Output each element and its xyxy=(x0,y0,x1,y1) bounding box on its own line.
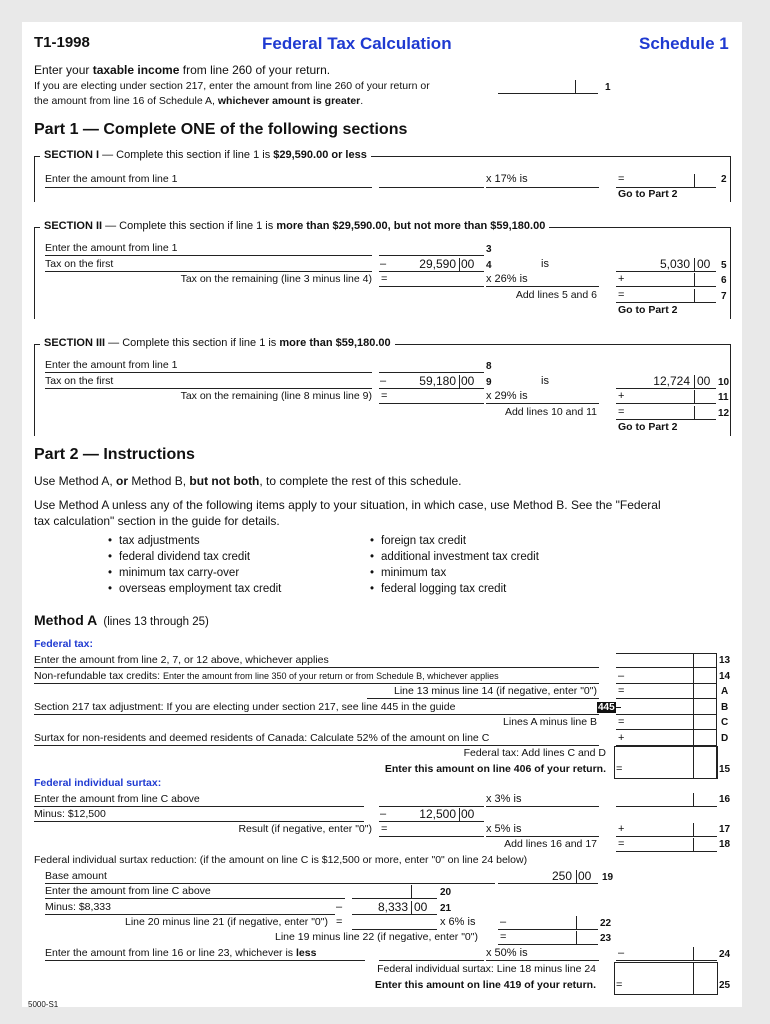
s3-go-part2: Go to Part 2 xyxy=(618,421,678,433)
line14-field[interactable] xyxy=(616,683,717,684)
bullet-item: • federal dividend tax credit xyxy=(108,551,250,564)
schedule-label: Schedule 1 xyxy=(639,34,729,53)
line15-instruction: Enter this amount on line 406 of your return. xyxy=(384,763,606,775)
methodA-heading: Method A (lines 13 through 25) xyxy=(34,612,209,628)
bullet-item: • minimum tax carry-over xyxy=(108,567,239,580)
section3-legend: SECTION III — Complete this section if line 1 is more than $59,180.00 xyxy=(40,337,395,350)
s1-enter-label: Enter the amount from line 1 xyxy=(45,173,178,185)
line-number-2: 2 xyxy=(721,174,727,185)
line15-box[interactable] xyxy=(614,746,718,779)
s2-total-field[interactable] xyxy=(616,302,716,303)
s2-taxfirst-label: Tax on the first xyxy=(45,258,114,270)
bullet-item: • minimum tax xyxy=(370,567,446,580)
part2-para2b: tax calculation" section in the guide for details. xyxy=(34,514,280,528)
part2-para1: Use Method A, or Method B, but not both, to complete the rest of this schedule. xyxy=(34,474,462,488)
line24-base-field[interactable] xyxy=(379,960,484,961)
bullet-item: • foreign tax credit xyxy=(370,535,466,548)
surtax-result-field[interactable] xyxy=(379,836,484,837)
line24-label: Enter the amount from line 16 or line 23, whichever is less xyxy=(45,947,317,959)
reduction-threshold: 8,333 xyxy=(377,900,408,914)
s2-enter-label: Enter the amount from line 1 xyxy=(45,242,178,254)
line13-field[interactable] xyxy=(616,667,717,668)
line445-highlight: 445– xyxy=(598,702,622,713)
base-amount-label: Base amount xyxy=(45,870,107,882)
lineD-label: Surtax for non-residents and deemed residents of Canada: Calculate 52% of the amount on line C xyxy=(34,732,490,744)
lineC-field[interactable] xyxy=(616,729,717,730)
surtax-result-label: Result (if negative, enter "0") xyxy=(238,823,372,835)
line25-label: Federal individual surtax: Line 18 minus line 24 xyxy=(377,963,596,975)
s2-base-tax: 5,030 xyxy=(659,257,690,271)
line20-label: Enter the amount from line C above xyxy=(45,885,211,897)
line20-field[interactable] xyxy=(352,898,437,899)
reduction-heading: Federal individual surtax reduction: (if the amount on line C is $12,500 or more, enter "0" on line 24 below) xyxy=(34,854,528,866)
form-page: T1-1998 Federal Tax Calculation Schedule 1 Enter your taxable income from line 260 of your return. If you are electing under section 217, enter the amount from line 260 of your return or the amount from line 16 of Schedule A, whichever amount is greater. 1 Part 1 — Complete ONE of the following sections SECTION I — Complete this section if line 1 is $29,590.00 or less Enter the amount from line 1 x 17% is = 2 Go to Part 2 SECTION II — Complete this section if line 1 is more than $29,590.00, but not more than $59,180.00 Enter the amount from line 1 3 Tax on the first – 29,590 00 4 is 5,030 00 5 Tax on the remaining (line 3 minus line 4) = x 26% is + 6 Add lines 5 and 6 = 7 Go to Part 2 SECTION III — Complete this section if line 1 is more than $59,180.00 Enter the amount from line 1 8 Tax on the first – 59,180 00 9 is 12,724 00 10 Tax on the remaining (line 8 minus line 9) = x 29% is + 11 Add lines 10 and 11 = 12 Go to Part 2 Part 2 — Instructions Use Method A, or Method B, but not both, to complete the rest of this schedule. Use Method A unless any of the following items apply to your situation, in which case, use Method B. See the "Federal tax calculation" section in the guide for details. • tax adjustments • federal dividend tax credit • minimum tax carry-over • overseas employment tax credit • foreign tax credit • additional investment tax credit • minimum tax • federal logging tax credit Method A (lines 13 through 25) Federal tax: Enter the amount from line 2, 7, or 12 above, whichever applies 13 Non-refundable tax credits: Enter the amount from line 350 of your return or from Schedule B, whichever applies – 14 Line 13 minus line 14 (if negative, enter "0") = A Section 217 tax adjustment: If you are electing under section 217, see line 445 in the guide 445– B Lines A minus line B = C Surtax for non-residents and deemed residents of Canada: Calculate 52% of the amount on line C + D Federal tax: Add lines C and D Enter this amount on line 406 of your return. = 15 Federal individual surtax: Enter the amount from line C above x 3% is 16 Minus: $12,500 – 12,500 00 Result (if negative, enter "0") = x 5% is + 17 Add lines 16 and 17 = 18 Federal individual surtax reduction: (if the amount on line C is $12,500 or more, enter "0" on line 24 below) Base amount 250 00 19 Enter the amount from line C above 20 Minus: $8,333 – 8,333 00 21 Line 20 minus line 21 (if negative, enter "0") = x 6% is – 22 Line 19 minus line 22 (if negative, enter "0") = 23 Enter the amount from line 16 or line 23, whichever is less x 50% is – 24 Federal individual surtax: Line 18 minus line 24 Enter this amount on line 419 of your return. = 25 5000-S1 xyxy=(22,22,742,1007)
line24-field[interactable] xyxy=(616,960,717,961)
intro-line3: the amount from line 16 of Schedule A, whichever amount is greater. xyxy=(34,95,364,107)
s2-line3-field[interactable] xyxy=(379,255,484,256)
line25-instruction: Enter this amount on line 419 of your return. xyxy=(374,979,596,991)
lineB-label: Section 217 tax adjustment: If you are electing under section 217, see line 445 in the guide xyxy=(34,701,456,713)
line25-box[interactable] xyxy=(614,962,718,995)
fedtax-subheading: Federal tax: xyxy=(34,638,93,650)
line-number-1: 1 xyxy=(605,82,611,93)
s3-total-field[interactable] xyxy=(616,419,716,420)
s3-remaining-label: Tax on the remaining (line 8 minus line 9) xyxy=(180,390,372,402)
line15-label: Federal tax: Add lines C and D xyxy=(463,747,606,759)
bullet-item: • federal logging tax credit xyxy=(370,583,506,596)
part2-title: Part 2 — Instructions xyxy=(34,446,195,463)
line13-label: Enter the amount from line 2, 7, or 12 above, whichever applies xyxy=(34,654,329,666)
line22-label: Line 20 minus line 21 (if negative, enter "0") xyxy=(125,916,328,928)
line22-base-field[interactable] xyxy=(352,929,437,930)
s2-remaining-label: Tax on the remaining (line 3 minus line 4) xyxy=(180,273,372,285)
s3-taxfirst-label: Tax on the first xyxy=(45,375,114,387)
form-id: T1-1998 xyxy=(34,34,90,51)
intro-line1: Enter your taxable income from line 260 of your return. xyxy=(34,63,331,77)
base-amount-value: 250 xyxy=(551,869,572,883)
s1-eq: = xyxy=(618,173,625,185)
s1-rate: x 17% is xyxy=(486,173,528,185)
intro-line2: If you are electing under section 217, enter the amount from line 260 of your return or xyxy=(34,80,430,92)
line22-field[interactable] xyxy=(498,929,598,930)
lineB-field[interactable] xyxy=(616,714,717,715)
surtax-threshold: 12,500 xyxy=(419,807,456,821)
line1-field[interactable] xyxy=(498,93,598,94)
line16-label: Enter the amount from line C above xyxy=(34,793,200,805)
section2-legend: SECTION II — Complete this section if line 1 is more than $29,590.00, but not more than $59,180.00 xyxy=(40,220,549,233)
part2-para2a: Use Method A unless any of the following items apply to your situation, in which case, use Method B. See the "Federal xyxy=(34,498,661,512)
s3-threshold: 59,180 xyxy=(419,374,456,388)
lineA-label: Line 13 minus line 14 (if negative, enter "0") xyxy=(394,685,597,697)
line23-label: Line 19 minus line 22 (if negative, enter "0") xyxy=(275,931,478,943)
s2-add-label: Add lines 5 and 6 xyxy=(515,289,597,301)
s3-base-tax: 12,724 xyxy=(653,374,690,388)
lineC-label: Lines A minus line B xyxy=(503,716,597,728)
line18-field[interactable] xyxy=(616,851,717,852)
line16-field[interactable] xyxy=(616,806,717,807)
bullet-item: • overseas employment tax credit xyxy=(108,583,281,596)
s2-threshold: 29,590 xyxy=(419,257,456,271)
reduction-minus-label: Minus: $8,333 xyxy=(45,901,111,913)
section1-legend: SECTION I — Complete this section if line 1 is $29,590.00 or less xyxy=(40,149,371,162)
part1-title: Part 1 — Complete ONE of the following sections xyxy=(34,121,408,138)
s3-enter-label: Enter the amount from line 1 xyxy=(45,359,178,371)
s3-add-label: Add lines 10 and 11 xyxy=(504,406,597,418)
lineA-field[interactable] xyxy=(616,698,717,699)
s3-remaining-field[interactable] xyxy=(379,403,484,404)
form-code: 5000-S1 xyxy=(28,1000,59,1009)
s2-remaining-field[interactable] xyxy=(379,286,484,287)
line23-field[interactable] xyxy=(498,944,598,945)
s3-line11-field[interactable] xyxy=(616,403,716,404)
surtax-minus-label: Minus: $12,500 xyxy=(34,808,106,820)
line14-label: Non-refundable tax credits: Enter the amount from line 350 of your return or from Schedule B, whichever applies xyxy=(34,670,499,682)
line17-field[interactable] xyxy=(616,836,717,837)
s3-line8-field[interactable] xyxy=(379,372,484,373)
surtax-subheading: Federal individual surtax: xyxy=(34,777,162,789)
s2-go-part2: Go to Part 2 xyxy=(618,304,678,316)
s1-go-part2: Go to Part 2 xyxy=(618,188,678,200)
bullet-item: • additional investment tax credit xyxy=(370,551,539,564)
form-title: Federal Tax Calculation xyxy=(262,34,452,53)
bullet-item: • tax adjustments xyxy=(108,535,200,548)
line18-label: Add lines 16 and 17 xyxy=(504,838,597,850)
s1-amount-field[interactable] xyxy=(379,187,484,188)
s2-line6-field[interactable] xyxy=(616,286,716,287)
